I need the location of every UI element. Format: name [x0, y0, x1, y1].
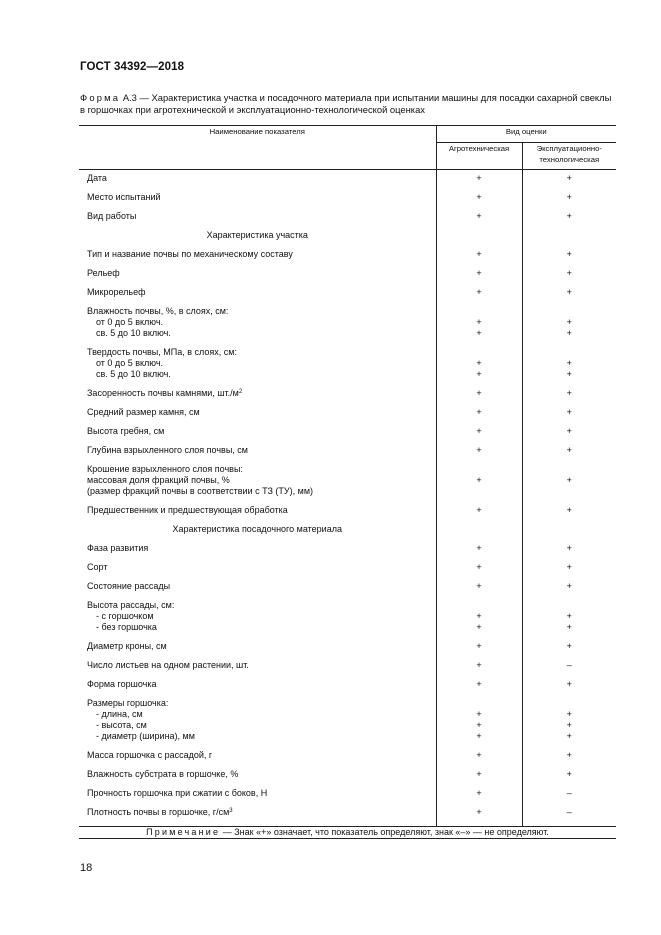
indicator-cell [79, 600, 436, 641]
operational-mark-cell [522, 445, 616, 464]
indicator-cell [79, 306, 436, 347]
indicator-cell [79, 192, 436, 211]
agrotechnical-mark-cell [436, 249, 522, 268]
operational-mark-cell [522, 426, 616, 445]
operational-mark-cell [522, 306, 616, 347]
agrotechnical-mark: + [476, 750, 482, 760]
agrotechnical-mark: + [476, 769, 482, 779]
operational-mark-cell [522, 211, 616, 230]
indicator-cell [79, 788, 436, 807]
unit-exponent: 2 [238, 389, 243, 395]
note-label: Примечание [146, 827, 221, 837]
agrotechnical-mark: + [476, 788, 482, 798]
indicator-label: Сорт [87, 562, 108, 572]
mark-spacer [437, 347, 522, 358]
note-text: — Знак «+» означает, что показатель определяют, знак «–» — не определяют. [220, 827, 549, 837]
agrotechnical-mark: + [476, 543, 482, 553]
agrotechnical-mark: + [476, 581, 482, 591]
indicator-label-text: Плотность почвы в горшочке, г/см [87, 807, 230, 817]
agrotechnical-mark: + [476, 641, 482, 651]
operational-mark-cell [522, 192, 616, 211]
agrotechnical-mark-cell [436, 660, 522, 679]
agrotechnical-mark: + [476, 720, 482, 730]
operational-mark-cell [522, 249, 616, 268]
operational-mark: + [566, 445, 572, 455]
operational-mark: – [566, 788, 572, 798]
agrotechnical-mark: + [476, 249, 482, 259]
table-row [79, 249, 616, 268]
operational-mark-cell [522, 641, 616, 660]
indicator-label: Размеры горшочка: [87, 698, 169, 708]
indicator-cell [79, 211, 436, 230]
operational-mark: + [566, 407, 572, 417]
agrotechnical-mark-cell [436, 505, 522, 524]
agrotechnical-mark-cell [436, 788, 522, 807]
operational-mark: – [566, 807, 572, 817]
agrotechnical-mark-cell [436, 407, 522, 426]
agrotechnical-mark: + [476, 679, 482, 689]
operational-mark-cell [522, 170, 616, 193]
agrotechnical-mark-cell [436, 211, 522, 230]
operational-mark-cell [522, 600, 616, 641]
operational-mark-cell [522, 407, 616, 426]
indicator-cell [79, 581, 436, 600]
agrotechnical-mark-cell [436, 192, 522, 211]
sub-indicator-label: - с горшочком [96, 611, 154, 621]
table-row [79, 581, 616, 600]
indicator-label: Влажность почвы, %, в слоях, см: [87, 306, 229, 316]
operational-mark: + [566, 562, 572, 572]
agrotechnical-mark: + [476, 369, 482, 379]
sub-indicator-label: - диаметр (ширина), мм [96, 731, 195, 741]
table-row [79, 464, 616, 505]
sub-indicator-label: св. 5 до 10 включ. [96, 369, 171, 379]
section-row [79, 230, 616, 249]
agrotechnical-mark-cell [436, 562, 522, 581]
operational-mark: + [566, 475, 572, 485]
agrotechnical-mark: + [476, 388, 482, 398]
indicator-label-line: (размер фракций почвы в соответствии с ТЗ (ТУ), мм) [87, 486, 314, 496]
operational-mark: + [566, 249, 572, 259]
indicator-label: Масса горшочка с рассадой, г [87, 750, 213, 760]
operational-mark: + [566, 268, 572, 278]
sub-indicator-label: от 0 до 5 включ. [96, 358, 164, 368]
section-heading: Характеристика посадочного материала [172, 524, 342, 534]
indicator-cell [79, 464, 436, 505]
indicator-label: Дата [87, 173, 107, 183]
operational-mark: + [566, 388, 572, 398]
indicator-cell [79, 388, 436, 407]
operational-mark: + [566, 317, 572, 327]
operational-mark: + [566, 709, 572, 719]
mark-spacer [437, 464, 522, 475]
section-row [79, 524, 616, 543]
agrotechnical-mark: + [476, 475, 482, 485]
indicator-cell [79, 426, 436, 445]
empty-cell [436, 524, 522, 543]
table-row [79, 698, 616, 750]
indicator-cell [79, 769, 436, 788]
form-label: Форма [80, 92, 121, 103]
sub-indicator-label: от 0 до 5 включ. [96, 317, 164, 327]
operational-mark: + [566, 581, 572, 591]
operational-mark: + [566, 426, 572, 436]
operational-mark: + [566, 679, 572, 689]
table-row [79, 505, 616, 524]
agrotechnical-mark: + [476, 731, 482, 741]
indicator-label: Предшественник и предшествующая обработка [87, 505, 288, 515]
indicator-label: Прочность горшочка при сжатии с боков, Н [87, 788, 268, 798]
indicator-cell [79, 660, 436, 679]
agrotechnical-mark: + [476, 709, 482, 719]
indicator-label: Средний размер камня, см [87, 407, 200, 417]
operational-mark-cell [522, 505, 616, 524]
table-note [79, 827, 616, 839]
form-caption [80, 92, 616, 116]
indicator-label: Микрорельеф [87, 287, 146, 297]
operational-mark: + [566, 611, 572, 621]
column-header-agrotechnical: Агротехническая [436, 143, 522, 170]
table-row [79, 407, 616, 426]
agrotechnical-mark: + [476, 407, 482, 417]
indicator-cell [79, 287, 436, 306]
operational-mark: + [566, 622, 572, 632]
column-header-indicator: Наименование показателя [79, 126, 436, 170]
table-row [79, 600, 616, 641]
table-row [79, 268, 616, 287]
mark-spacer [437, 600, 522, 611]
indicator-label: Рельеф [87, 268, 120, 278]
mark-spacer [437, 698, 522, 709]
operational-mark-cell [522, 464, 616, 505]
operational-mark: + [566, 173, 572, 183]
operational-mark: + [566, 211, 572, 221]
table-row [79, 660, 616, 679]
table-row [79, 170, 616, 193]
table-row [79, 641, 616, 660]
indicator-cell [79, 268, 436, 287]
mark-spacer [523, 347, 617, 358]
indicator-cell [79, 170, 436, 193]
empty-cell [436, 230, 522, 249]
column-header-operational: Эксплуатационно-технологическая [522, 143, 616, 170]
operational-mark-cell [522, 287, 616, 306]
operational-mark-cell [522, 660, 616, 679]
operational-mark-cell [522, 347, 616, 388]
indicator-cell [79, 562, 436, 581]
mark-spacer [523, 464, 617, 475]
table-row [79, 388, 616, 407]
indicator-label: Форма горшочка [87, 679, 157, 689]
indicator-cell [79, 445, 436, 464]
agrotechnical-mark: + [476, 505, 482, 515]
agrotechnical-mark-cell [436, 426, 522, 445]
agrotechnical-mark-cell [436, 170, 522, 193]
table-row [79, 543, 616, 562]
agrotechnical-mark-cell [436, 769, 522, 788]
agrotechnical-mark-cell [436, 268, 522, 287]
operational-mark: + [566, 192, 572, 202]
table-row [79, 211, 616, 230]
sub-indicator-label: - длина, см [96, 709, 143, 719]
agrotechnical-mark-cell [436, 698, 522, 750]
page-number: 18 [80, 862, 93, 874]
agrotechnical-mark: + [476, 660, 482, 670]
indicator-cell [79, 679, 436, 698]
mark-spacer [437, 306, 522, 317]
operational-mark-cell [522, 543, 616, 562]
operational-mark-cell [522, 769, 616, 788]
operational-mark: + [566, 369, 572, 379]
agrotechnical-mark-cell [436, 807, 522, 827]
indicator-cell [79, 543, 436, 562]
indicator-label: Высота рассады, см: [87, 600, 175, 610]
mark-spacer [523, 306, 617, 317]
characteristics-table [79, 125, 616, 839]
section-heading: Характеристика участка [206, 230, 308, 240]
agrotechnical-mark-cell [436, 543, 522, 562]
operational-mark-cell [522, 562, 616, 581]
sub-indicator-label: - высота, см [96, 720, 147, 730]
operational-mark: – [566, 660, 572, 670]
table-row [79, 287, 616, 306]
operational-mark: + [566, 769, 572, 779]
agrotechnical-mark: + [476, 268, 482, 278]
agrotechnical-mark: + [476, 358, 482, 368]
indicator-label: Тип и название почвы по механическому составу [87, 249, 293, 259]
indicator-label [87, 388, 436, 399]
agrotechnical-mark-cell [436, 641, 522, 660]
indicator-label: Влажность субстрата в горшочке, % [87, 769, 239, 779]
indicator-label: Число листьев на одном растении, шт. [87, 660, 249, 670]
operational-mark: + [566, 750, 572, 760]
indicator-label: Состояние рассады [87, 581, 171, 591]
operational-mark: + [566, 731, 572, 741]
agrotechnical-mark-cell [436, 679, 522, 698]
form-caption-text: А.3 — Характеристика участка и посадочного материала при испытании машины для посадки сахарной свеклы в горшочках при агротехнической и эксплуатационно-технологической оценках [80, 92, 612, 115]
agrotechnical-mark-cell [436, 750, 522, 769]
table-row [79, 445, 616, 464]
agrotechnical-mark-cell [436, 287, 522, 306]
agrotechnical-mark: + [476, 611, 482, 621]
indicator-label: Высота гребня, см [87, 426, 165, 436]
table-row [79, 347, 616, 388]
table-body [79, 170, 616, 827]
agrotechnical-mark: + [476, 562, 482, 572]
document-code: ГОСТ 34392—2018 [80, 61, 185, 73]
table-row [79, 192, 616, 211]
agrotechnical-mark-cell [436, 347, 522, 388]
operational-mark: + [566, 720, 572, 730]
operational-mark-cell [522, 788, 616, 807]
sub-indicator-label: - без горшочка [96, 622, 157, 632]
agrotechnical-mark-cell [436, 445, 522, 464]
agrotechnical-mark: + [476, 445, 482, 455]
operational-mark-cell [522, 388, 616, 407]
unit-exponent: 3 [229, 808, 233, 814]
table-row [79, 769, 616, 788]
operational-mark-cell [522, 581, 616, 600]
table-row [79, 562, 616, 581]
operational-mark: + [566, 543, 572, 553]
empty-cell [522, 524, 616, 543]
agrotechnical-mark: + [476, 287, 482, 297]
indicator-label: Крошение взрыхленного слоя почвы: [87, 464, 243, 474]
table-row [79, 807, 616, 827]
indicator-cell [79, 505, 436, 524]
agrotechnical-mark: + [476, 807, 482, 817]
operational-mark-cell [522, 750, 616, 769]
mark-spacer [523, 600, 617, 611]
agrotechnical-mark: + [476, 192, 482, 202]
indicator-label: Диаметр кроны, см [87, 641, 167, 651]
table-row [79, 788, 616, 807]
indicator-label-line: массовая доля фракций почвы, % [87, 475, 230, 485]
indicator-label [87, 807, 436, 818]
column-group-header-assessment: Вид оценки [436, 126, 616, 143]
agrotechnical-mark: + [476, 317, 482, 327]
agrotechnical-mark: + [476, 211, 482, 221]
indicator-label-text: Засоренность почвы камнями, шт./м [87, 388, 239, 398]
operational-mark: + [566, 358, 572, 368]
empty-cell [522, 230, 616, 249]
agrotechnical-mark-cell [436, 306, 522, 347]
operational-mark: + [566, 328, 572, 338]
mark-spacer [523, 698, 617, 709]
operational-mark: + [566, 641, 572, 651]
agrotechnical-mark-cell [436, 600, 522, 641]
operational-mark: + [566, 287, 572, 297]
operational-mark: + [566, 505, 572, 515]
indicator-label: Фаза развития [87, 543, 149, 553]
operational-mark-cell [522, 268, 616, 287]
operational-mark-cell [522, 807, 616, 827]
table-row [79, 679, 616, 698]
indicator-cell [79, 807, 436, 827]
indicator-cell [79, 347, 436, 388]
indicator-cell [79, 407, 436, 426]
table-row [79, 750, 616, 769]
agrotechnical-mark: + [476, 622, 482, 632]
indicator-label: Глубина взрыхленного слоя почвы, см [87, 445, 248, 455]
indicator-label: Место испытаний [87, 192, 161, 202]
operational-mark-cell [522, 698, 616, 750]
indicator-label: Твердость почвы, МПа, в слоях, см: [87, 347, 237, 357]
indicator-cell [79, 750, 436, 769]
operational-mark-cell [522, 679, 616, 698]
agrotechnical-mark: + [476, 328, 482, 338]
sub-indicator-label: св. 5 до 10 включ. [96, 328, 171, 338]
indicator-cell [79, 249, 436, 268]
table-row [79, 306, 616, 347]
agrotechnical-mark: + [476, 173, 482, 183]
indicator-cell [79, 641, 436, 660]
indicator-cell [79, 698, 436, 750]
agrotechnical-mark-cell [436, 464, 522, 505]
agrotechnical-mark-cell [436, 388, 522, 407]
indicator-label: Вид работы [87, 211, 137, 221]
table-row [79, 426, 616, 445]
agrotechnical-mark-cell [436, 581, 522, 600]
agrotechnical-mark: + [476, 426, 482, 436]
